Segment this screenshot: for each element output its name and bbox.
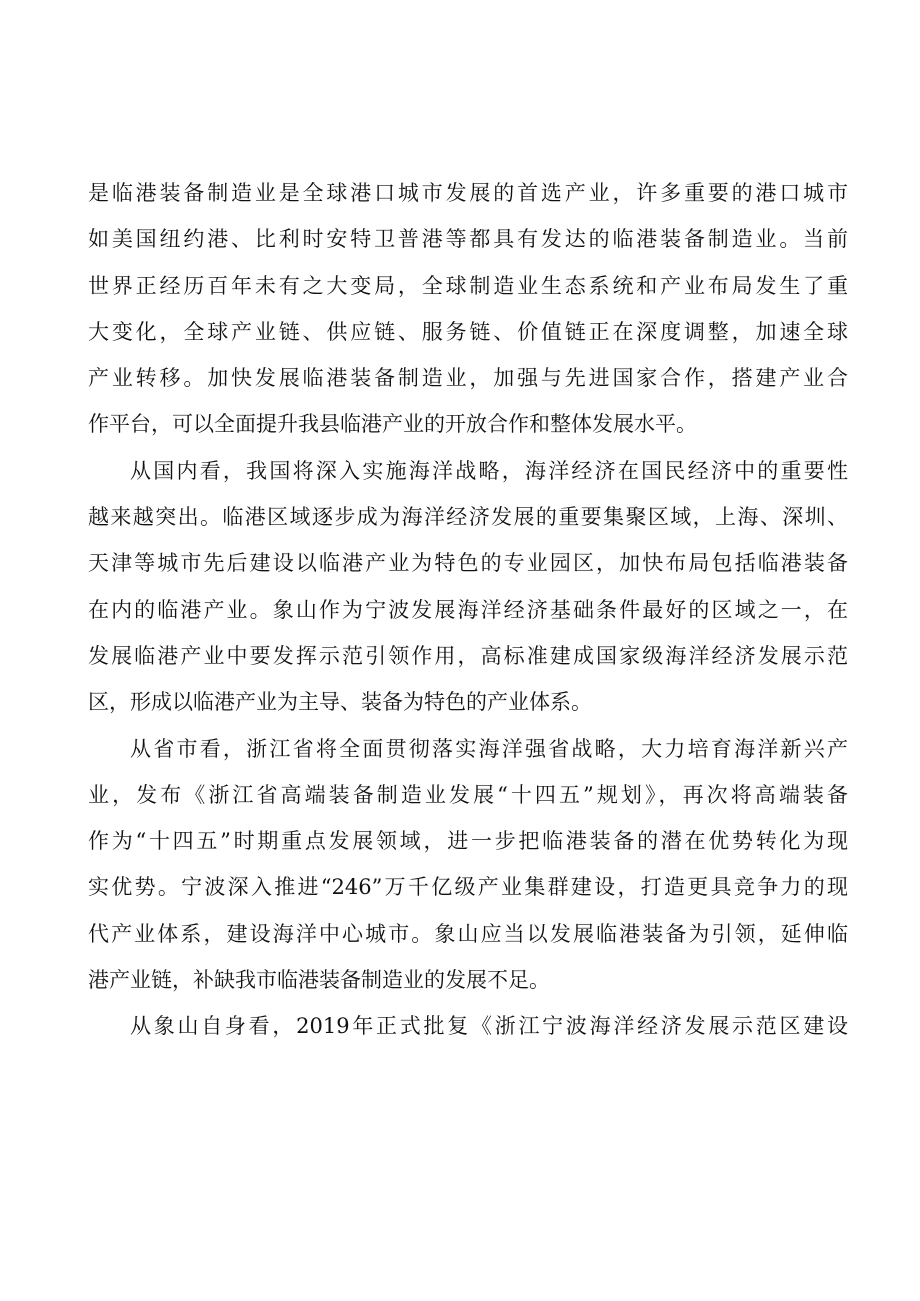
text-line: 天津等城市先后建设以临港产业为特色的专业园区，加快布局包括临港装备: [88, 551, 848, 576]
text-line: 从国内看，我国将深入实施海洋战略，海洋经济在国民经济中的重要性: [130, 458, 848, 483]
paragraph-2: [88, 448, 848, 726]
text-line: 港产业链，补缺我市临港装备制造业的发展不足。: [88, 968, 550, 993]
paragraph-3: [88, 726, 848, 1004]
body-text: [88, 170, 848, 1050]
text-line: 从省市看，浙江省将全面贯彻落实海洋强省战略，大力培育海洋新兴产: [130, 736, 848, 761]
text-line: 业，发布《浙江省高端装备制造业发展“十四五”规划》，再次将高端装备: [88, 782, 848, 807]
text-line: 如美国纽约港、比利时安特卫普港等都具有发达的临港装备制造业。当前: [88, 227, 848, 252]
text-line: 实优势。宁波深入推进“246”万千亿级产业集群建设，打造更具竞争力的现: [88, 875, 848, 900]
text-line: 是临港装备制造业是全球港口城市发展的首选产业，许多重要的港口城市: [88, 181, 848, 205]
text-line: 作为“十四五”时期重点发展领域，进一步把临港装备的潜在优势转化为现: [88, 829, 848, 854]
text-line: 在内的临港产业。象山作为宁波发展海洋经济基础条件最好的区域之一，在: [88, 597, 848, 622]
text-line: 作平台，可以全面提升我县临港产业的开放合作和整体发展水平。: [88, 412, 697, 437]
text-line: 代产业体系，建设海洋中心城市。象山应当以发展临港装备为引领，延伸临: [88, 921, 848, 946]
paragraph-4: [88, 1003, 848, 1049]
paragraph-1: [88, 170, 848, 448]
text-line: 发展临港产业中要发挥示范引领作用，高标准建成国家级海洋经济发展示范: [88, 643, 848, 668]
text-line: 世界正经历百年未有之大变局，全球制造业生态系统和产业布局发生了重: [88, 273, 848, 298]
text-line: 越来越突出。临港区域逐步成为海洋经济发展的重要集聚区域，上海、深圳、: [88, 505, 848, 530]
text-line: 产业转移。加快发展临港装备制造业，加强与先进国家合作，搭建产业合: [88, 366, 848, 391]
text-line: 大变化，全球产业链、供应链、服务链、价值链正在深度调整，加速全球: [88, 319, 848, 344]
text-line: 从象山自身看，2019年正式批复《浙江宁波海洋经济发展示范区建设: [130, 1014, 848, 1039]
text-line: 区，形成以临港产业为主导、装备为特色的产业体系。: [88, 690, 592, 715]
